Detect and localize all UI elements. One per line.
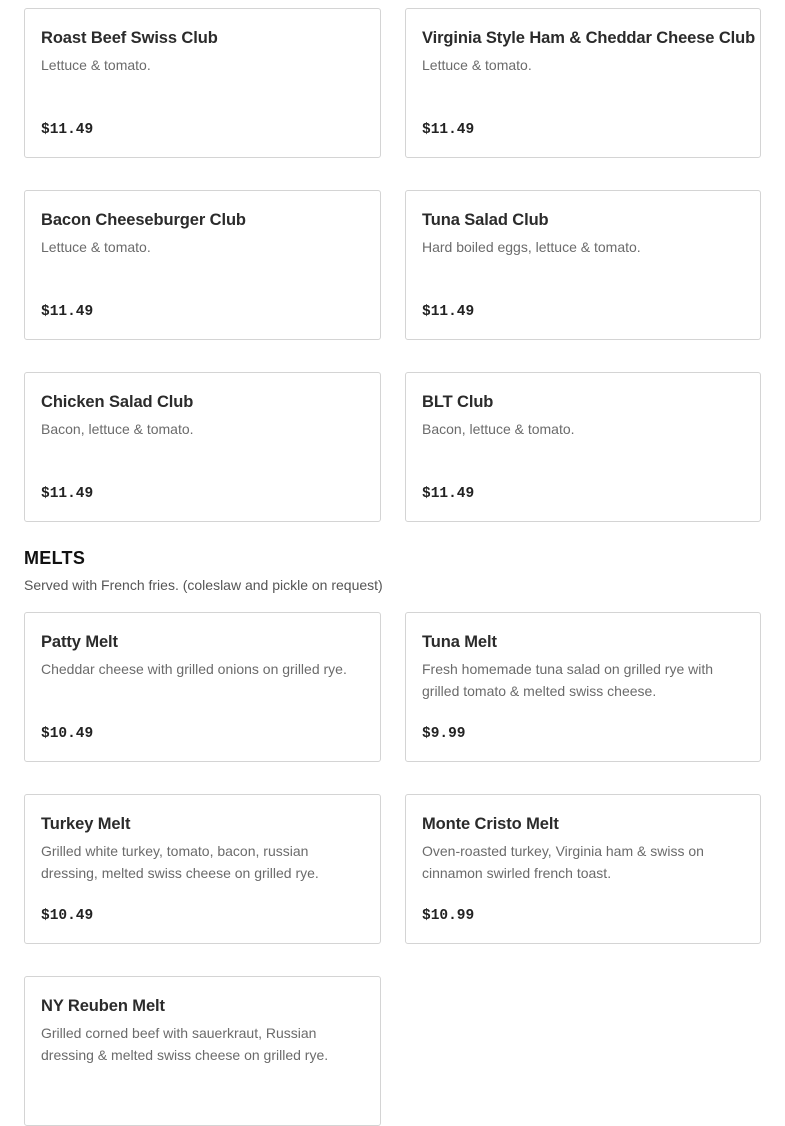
- menu-item-name: BLT Club: [422, 393, 494, 411]
- menu-item-price: $11.49: [422, 122, 475, 138]
- menu-item-price: $10.99: [422, 908, 475, 924]
- menu-item-name: Roast Beef Swiss Club: [41, 29, 218, 47]
- section-title: MELTS: [24, 548, 86, 568]
- menu-item-card[interactable]: [24, 612, 381, 762]
- menu-item-card[interactable]: [405, 612, 761, 762]
- menu-item-description: Bacon, lettuce & tomato.: [422, 421, 575, 437]
- menu-item-description: Grilled white turkey, tomato, bacon, russian dressing, melted swiss cheese on grilled rye.: [41, 843, 319, 881]
- menu-item-name: NY Reuben Melt: [41, 997, 165, 1015]
- menu-item-name: Bacon Cheeseburger Club: [41, 211, 246, 229]
- menu-item-description: Hard boiled eggs, lettuce & tomato.: [422, 239, 641, 255]
- menu-item-name: Monte Cristo Melt: [422, 815, 559, 833]
- clubs-grid: [24, 8, 761, 522]
- menu-item-name: Virginia Style Ham & Cheddar Cheese Club: [422, 29, 756, 47]
- menu-item-price: $10.49: [41, 726, 94, 742]
- menu-item-price: $11.49: [41, 122, 94, 138]
- menu-item-name: Tuna Salad Club: [422, 211, 549, 229]
- menu-item-description: Grilled corned beef with sauerkraut, Russian dressing & melted swiss cheese on grilled rye.: [41, 1025, 329, 1063]
- menu-item-description: Fresh homemade tuna salad on grilled rye with grilled tomato & melted swiss cheese.: [422, 661, 714, 699]
- menu-item-description: Lettuce & tomato.: [41, 57, 151, 73]
- menu-item-description: Oven-roasted turkey, Virginia ham & swiss on cinnamon swirled french toast.: [422, 843, 704, 881]
- menu-item-price: $9.99: [422, 726, 466, 742]
- menu-item-name: Tuna Melt: [422, 633, 497, 651]
- menu-item-card[interactable]: [24, 794, 381, 944]
- menu-item-name: Patty Melt: [41, 633, 118, 651]
- menu-item-card[interactable]: [24, 976, 381, 1126]
- menu-item-description: Bacon, lettuce & tomato.: [41, 421, 194, 437]
- menu-item-price: $11.49: [422, 486, 475, 502]
- menu-item-description: Lettuce & tomato.: [41, 239, 151, 255]
- menu-item-card[interactable]: [405, 794, 761, 944]
- menu-item-card[interactable]: [24, 8, 381, 158]
- menu-item-card[interactable]: [405, 372, 761, 522]
- menu-item-card[interactable]: [405, 8, 761, 158]
- menu-item-card[interactable]: [24, 190, 381, 340]
- melts-grid: [24, 612, 761, 1126]
- menu-item-price: $11.49: [41, 486, 94, 502]
- menu-item-price: $11.49: [422, 304, 475, 320]
- menu-item-name: Chicken Salad Club: [41, 393, 194, 411]
- menu-item-price: $10.49: [41, 908, 94, 924]
- section-subtitle: Served with French fries. (coleslaw and pickle on request): [24, 577, 383, 593]
- menu-item-price: $11.49: [41, 304, 94, 320]
- menu-item-card[interactable]: [24, 372, 381, 522]
- menu-item-name: Turkey Melt: [41, 815, 131, 833]
- menu-item-card[interactable]: [405, 190, 761, 340]
- menu-item-description: Cheddar cheese with grilled onions on grilled rye.: [41, 661, 347, 677]
- menu-item-description: Lettuce & tomato.: [422, 57, 532, 73]
